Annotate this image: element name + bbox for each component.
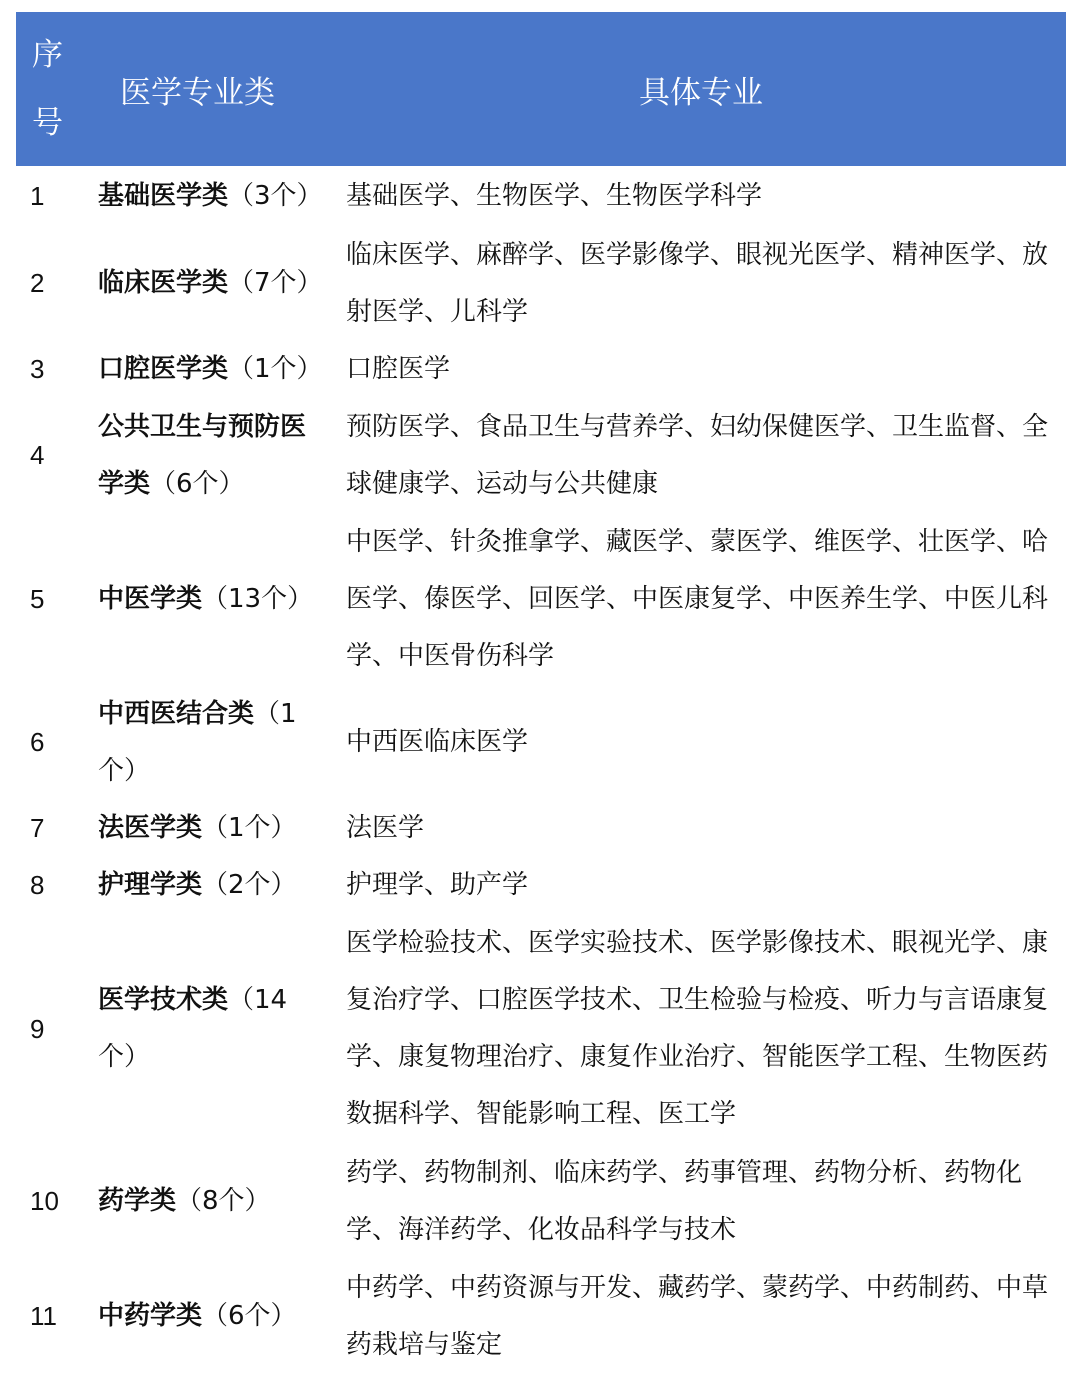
category-count: （8个） [176, 1186, 271, 1216]
header-no: 序号 [16, 12, 86, 166]
row-category [86, 914, 336, 1144]
category-name: 中西医结合类 [98, 698, 255, 729]
row-number: 8 [30, 870, 45, 900]
row-majors: 基础医学、生物医学、生物医学科学 [346, 180, 763, 211]
row-majors: 护理学、助产学 [346, 870, 529, 900]
category-name: 护理学类 [98, 870, 203, 900]
category-count: （2个） [202, 870, 297, 900]
table-row [16, 800, 1066, 857]
category-count: （3个） [228, 180, 323, 211]
table-row [16, 914, 1066, 1144]
row-number: 6 [30, 727, 45, 757]
category-name: 基础医学类 [98, 180, 229, 211]
row-category [86, 166, 336, 226]
header-category: 医学专业类 [86, 12, 336, 166]
row-number: 11 [30, 1301, 57, 1331]
category-name: 医学技术类 [98, 985, 229, 1015]
row-majors: 药学、药物制剂、临床药学、药事管理、药物分析、药物化学、海洋药学、化妆品科学与技术 [346, 1157, 1023, 1245]
category-count: （1个） [202, 813, 297, 843]
row-number: 1 [30, 180, 45, 211]
table-row [16, 1259, 1066, 1374]
table-header-row [16, 12, 1066, 166]
row-number: 4 [30, 440, 45, 470]
category-count: （14个） [98, 985, 288, 1072]
table-row [16, 341, 1066, 398]
category-count: （1个） [98, 698, 297, 786]
row-majors: 临床医学、麻醉学、医学影像学、眼视光医学、精神医学、放射医学、儿科学 [346, 239, 1049, 327]
row-category [86, 398, 336, 513]
category-name: 药学类 [98, 1186, 177, 1216]
table-row [16, 166, 1066, 226]
category-count: （6个） [150, 468, 245, 499]
row-category [86, 1144, 336, 1259]
table-row [16, 513, 1066, 685]
table-row [16, 1144, 1066, 1259]
row-category [86, 685, 336, 800]
table-row [16, 857, 1066, 914]
header-detail: 具体专业 [336, 12, 1066, 166]
row-category [86, 800, 336, 857]
category-name: 口腔医学类 [98, 354, 229, 384]
category-count: （1个） [228, 354, 323, 384]
row-majors: 中西医临床医学 [346, 727, 529, 757]
row-majors: 医学检验技术、医学实验技术、医学影像技术、眼视光学、康复治疗学、口腔医学技术、卫生检验与检疫、听力与言语康复学、康复物理治疗、康复作业治疗、智能医学工程、生物医药数据科学、智能影响工程、医工学 [346, 928, 1049, 1129]
category-name: 法医学类 [98, 813, 203, 843]
row-number: 10 [30, 1186, 59, 1216]
row-majors: 预防医学、食品卫生与营养学、妇幼保健医学、卫生监督、全球健康学、运动与公共健康 [346, 411, 1049, 499]
category-name: 临床医学类 [98, 268, 229, 298]
row-category [86, 341, 336, 398]
row-majors: 口腔医学 [346, 354, 451, 384]
row-number: 2 [30, 268, 45, 298]
row-majors: 中药学、中药资源与开发、藏药学、蒙药学、中药制药、中草药栽培与鉴定 [346, 1272, 1049, 1360]
category-name: 中医学类 [98, 583, 203, 614]
category-name: 中药学类 [98, 1301, 203, 1331]
row-number: 3 [30, 354, 45, 384]
table-row [16, 398, 1066, 513]
category-name: 公共卫生与预防医学类 [98, 411, 307, 499]
medical-majors-table [16, 12, 1066, 1374]
table-row [16, 226, 1066, 341]
row-category [86, 513, 336, 685]
table-row [16, 685, 1066, 800]
row-category [86, 857, 336, 914]
row-majors: 中医学、针灸推拿学、藏医学、蒙医学、维医学、壮医学、哈医学、傣医学、回医学、中医康复学、中医养生学、中医儿科学、中医骨伤科学 [346, 526, 1049, 671]
row-number: 9 [30, 1013, 45, 1044]
category-count: （13个） [202, 583, 314, 614]
row-number: 5 [30, 583, 45, 614]
row-number: 7 [30, 813, 45, 843]
row-category [86, 226, 336, 341]
row-category [86, 1259, 336, 1374]
category-count: （6个） [202, 1301, 297, 1331]
category-count: （7个） [228, 268, 323, 298]
row-majors: 法医学 [346, 813, 425, 843]
